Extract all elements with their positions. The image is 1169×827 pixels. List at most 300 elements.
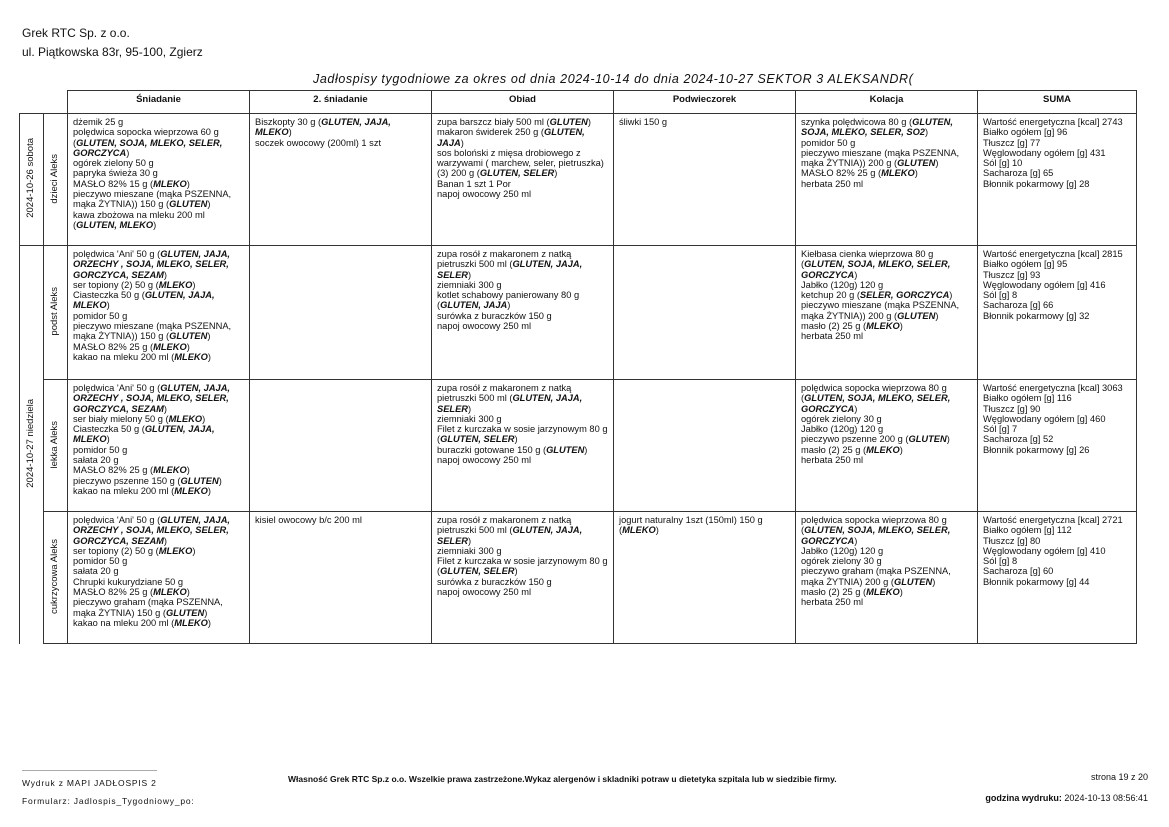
meal-line	[983, 148, 1132, 158]
meal-line	[801, 138, 973, 148]
meal-line	[801, 383, 973, 393]
meal-text: Filet z kurczaka w sosie jarzynowym 80 g	[437, 424, 608, 435]
allergen-text: GLUTEN	[546, 444, 585, 455]
page-number: strona 19 z 20	[1090, 772, 1148, 782]
meal-text: )	[207, 617, 211, 628]
meal-line	[983, 566, 1132, 576]
allergen-text: MLEKO	[866, 444, 900, 455]
meal-text: Jabłko (120g) 120 g	[801, 545, 884, 556]
meal-line	[437, 259, 609, 269]
allergen-text: SELER	[437, 535, 468, 546]
meal-text: (	[437, 300, 441, 311]
meal-line	[437, 383, 609, 393]
meal-text: ogórek zielony 30 g	[801, 413, 882, 424]
meal-text: polędwica 'Ani' 50 g (	[73, 515, 161, 525]
meal-line	[801, 158, 973, 168]
meal-line	[983, 127, 1132, 137]
meal-line	[801, 179, 973, 189]
meal-text: (	[437, 434, 441, 445]
meal-line	[801, 290, 973, 300]
meal-text: ogórek zielony 50 g	[73, 158, 154, 169]
allergen-text: GLUTEN, JAJA,	[160, 515, 231, 525]
meal-text: jogurt naturalny 1szt (150ml) 150 g	[619, 515, 763, 525]
meal-line	[983, 546, 1132, 556]
allergen-text: ORZECHY , SOJA, MLEKO, SELER,	[73, 259, 229, 270]
afternoon-snack-cell	[614, 512, 796, 644]
meal-text: )	[584, 444, 588, 455]
dinner-cell	[796, 512, 978, 644]
meal-line	[73, 189, 245, 199]
meal-line	[983, 556, 1132, 566]
allergen-text: GORCZYCA	[801, 269, 855, 280]
meal-line	[73, 536, 245, 546]
meal-line	[437, 434, 609, 444]
allergen-text: GORCZYCA	[73, 147, 127, 158]
meal-line	[801, 445, 973, 455]
meal-text: herbata 250 ml	[801, 331, 864, 342]
allergen-text: GLUTEN	[897, 158, 936, 169]
meal-line	[73, 525, 245, 535]
meal-line	[983, 280, 1132, 290]
meal-text: )	[163, 535, 168, 546]
meal-line	[73, 414, 245, 424]
meal-text: zupa barszcz biały 500 ml (	[437, 117, 550, 127]
meal-line	[73, 608, 245, 618]
meal-text: mąka ŻYTNIA)) 200 g (	[801, 310, 898, 321]
meal-text: ketchup 20 g (	[801, 290, 860, 301]
allergen-text: GLUTEN	[166, 607, 205, 618]
meal-line	[73, 404, 245, 414]
meal-line	[437, 270, 609, 280]
date-cell	[20, 114, 44, 246]
meal-text: polędwica sopocka wieprzowa 60 g	[73, 127, 219, 138]
meal-line	[983, 515, 1132, 525]
date-label: 2024-10-27 niedziela	[25, 399, 37, 488]
allergen-text: ORZECHY , SOJA, MLEKO, SELER,	[73, 525, 229, 536]
meal-text: pieczywo mieszane (mąka PSZENNA,	[801, 147, 960, 158]
meal-line	[73, 270, 245, 280]
allergen-text: MLEKO	[174, 351, 208, 362]
allergen-text: GLUTEN, MLEKO	[76, 219, 154, 230]
meal-line	[983, 300, 1132, 310]
meal-text: MASŁO 82% 25 g (	[73, 465, 154, 476]
meal-text: Sól [g] 10	[983, 158, 1023, 169]
meal-text: )	[587, 117, 591, 127]
header-breakfast: Śniadanie	[68, 91, 250, 114]
meal-line	[437, 290, 609, 300]
meal-text: )	[126, 147, 130, 158]
footer-ownership: Własność Grek RTC Sp.z o.o. Wszelkie prawa zastrzeżone.Wykaz alergenów i skladniki potraw u dietetyka szpitala lub w siedzibie firmy.	[288, 774, 837, 784]
meal-line	[437, 179, 609, 189]
allergen-text: GLUTEN, JAJA,	[144, 424, 215, 435]
sum-cell	[978, 246, 1137, 380]
meal-line	[801, 249, 973, 259]
meal-text: pomidor 50 g	[73, 444, 128, 455]
meal-line	[255, 515, 427, 525]
meal-line	[255, 138, 427, 148]
meal-text: szynka polędwicowa 80 g (	[801, 117, 913, 127]
meal-line	[437, 148, 609, 158]
meal-text: pieczywo pszenne 150 g (	[73, 475, 181, 486]
second-breakfast-cell	[250, 380, 432, 512]
meal-line	[983, 393, 1132, 403]
meal-line	[73, 455, 245, 465]
breakfast-cell	[68, 380, 250, 512]
meal-line	[73, 445, 245, 455]
allergen-text: GLUTEN	[180, 475, 219, 486]
meal-line	[73, 331, 245, 341]
meal-text: )	[514, 566, 518, 577]
meal-line	[983, 414, 1132, 424]
meal-line	[801, 434, 973, 444]
meal-line	[437, 127, 609, 137]
afternoon-snack-cell	[614, 246, 796, 380]
meal-text: MASŁO 82% 15 g (	[73, 178, 154, 189]
second-breakfast-cell	[250, 246, 432, 380]
meal-line	[801, 424, 973, 434]
meal-line	[801, 148, 973, 158]
print-time-label: godzina wydruku:	[985, 793, 1062, 803]
meal-text: Białko ogółem [g] 95	[983, 259, 1068, 270]
meal-line	[73, 556, 245, 566]
dinner-cell	[796, 114, 978, 246]
meal-text: Banan 1 szt 1 Por	[437, 178, 511, 189]
meal-line	[983, 270, 1132, 280]
allergen-text: SELER	[437, 403, 468, 414]
footer-divider	[22, 770, 157, 771]
meal-text: )	[106, 300, 110, 311]
meal-text: Białko ogółem [g] 116	[983, 393, 1072, 404]
meal-line	[437, 445, 609, 455]
meal-text: )	[207, 331, 211, 342]
lunch-cell	[432, 246, 614, 380]
meal-line	[73, 342, 245, 352]
meal-line	[801, 259, 973, 269]
meal-line	[437, 158, 609, 168]
header-sum: SUMA	[978, 91, 1137, 114]
print-time	[985, 793, 1148, 803]
meal-line	[801, 168, 973, 178]
meal-text: )	[186, 341, 190, 352]
meal-text: )	[207, 199, 211, 210]
meal-line	[983, 179, 1132, 189]
meal-text: Wartość energetyczna [kcal] 3063	[983, 383, 1123, 393]
meal-line	[983, 259, 1132, 269]
meal-text: Sacharoza [g] 60	[983, 566, 1054, 577]
meal-line	[983, 404, 1132, 414]
meal-text: polędwica 'Ani' 50 g (	[73, 383, 161, 393]
meal-text: zupa rosół z makaronem z natką	[437, 383, 572, 393]
meal-text: kakao na mleku 200 ml (	[73, 351, 175, 362]
allergen-text: MLEKO	[73, 434, 107, 445]
allergen-text: GLUTEN, SOJA, MLEKO, SELER,	[804, 525, 951, 536]
meal-text: mąka ŻYTNIA)) 200 g (	[801, 158, 898, 169]
meal-text: mąka ŻYTNIA)) 150 g (	[73, 331, 170, 342]
diet-cell	[44, 114, 68, 246]
meal-text: )	[288, 127, 292, 138]
allergen-text: GLUTEN,	[543, 127, 585, 138]
meal-text: Błonnik pokarmowy [g] 26	[983, 444, 1090, 455]
meal-line	[73, 148, 245, 158]
allergen-text: ORZECHY , SOJA, MLEKO, SELER,	[73, 393, 229, 404]
meal-text: )	[554, 168, 558, 179]
meal-line	[73, 210, 245, 220]
meal-text: kotlet schabowy panierowany 80 g	[437, 290, 580, 301]
meal-text: mąka ŻYTNIA)) 150 g (	[73, 199, 170, 210]
meal-line	[801, 556, 973, 566]
meal-line	[801, 597, 973, 607]
meal-line	[983, 249, 1132, 259]
meal-line	[983, 311, 1132, 321]
footer-left	[22, 774, 195, 810]
footer-form: Formularz: Jadlospis_Tygodniowy_po:	[22, 796, 195, 806]
allergen-text: SELER	[437, 269, 468, 280]
allergen-text: GLUTEN	[549, 117, 588, 127]
allergen-text: GORCZYCA	[801, 535, 855, 546]
meal-line	[73, 199, 245, 209]
meal-text: (3) 200 g (	[437, 168, 480, 179]
meal-line	[73, 618, 245, 628]
second-breakfast-cell	[250, 114, 432, 246]
meal-line	[437, 280, 609, 290]
meal-text: pieczywo mieszane (mąka PSZENNA,	[73, 321, 232, 332]
meal-text: kakao na mleku 200 ml (	[73, 485, 175, 496]
footer-printout: Wydruk z MAPI JADŁOSPIS 2	[22, 778, 157, 788]
document-title: Jadłospisy tygodniowe za okres od dnia 2024-10-14 do dnia 2024-10-27 SEKTOR 3 ALEKSANDR(	[313, 72, 914, 86]
meal-line	[73, 127, 245, 137]
meal-text: )	[899, 587, 903, 598]
meal-line	[437, 566, 609, 576]
meal-text: )	[468, 535, 472, 546]
afternoon-snack-cell	[614, 380, 796, 512]
diet-cell	[44, 246, 68, 380]
meal-text: Węglowodany ogółem [g] 410	[983, 545, 1106, 556]
meal-text: )	[924, 127, 929, 138]
menu-row	[20, 512, 1137, 644]
meal-line	[983, 445, 1132, 455]
meal-text: Sacharoza [g] 65	[983, 168, 1054, 179]
meal-text: surówka z buraczków 150 g	[437, 576, 552, 587]
meal-text: )	[914, 168, 918, 179]
meal-text: warzywami ( marchew, seler, pietruszka)	[437, 158, 604, 169]
meal-text: ogórek zielony 30 g	[801, 556, 882, 567]
meal-text: Ciasteczka 50 g (	[73, 424, 145, 435]
meal-line	[619, 117, 791, 127]
meal-line	[983, 138, 1132, 148]
sum-cell	[978, 380, 1137, 512]
print-time-value: 2024-10-13 08:56:41	[1064, 793, 1148, 803]
meal-text: napoj owocowy 250 ml	[437, 455, 532, 466]
lunch-cell	[432, 114, 614, 246]
lunch-cell	[432, 512, 614, 644]
meal-text: Biszkopty 30 g (	[255, 117, 322, 127]
allergen-text: MLEKO	[174, 485, 208, 496]
meal-text: Tłuszcz [g] 80	[983, 535, 1041, 546]
allergen-text: GLUTEN, JAJA,	[160, 249, 231, 259]
allergen-text: MLEKO	[174, 617, 208, 628]
meal-text: (	[73, 219, 77, 230]
meal-line	[801, 587, 973, 597]
meal-line	[73, 566, 245, 576]
meal-text: makaron świderek 250 g (	[437, 127, 544, 138]
meal-text: MASŁO 82% 25 g (	[73, 341, 154, 352]
meal-text: (	[801, 259, 805, 270]
meal-line	[73, 300, 245, 310]
meal-text: buraczki gotowane 150 g (	[437, 444, 547, 455]
meal-text: napoj owocowy 250 ml	[437, 587, 532, 598]
allergen-text: GLUTEN, JAJA,	[144, 290, 215, 301]
meal-line	[983, 117, 1132, 127]
meal-text: MASŁO 82% 25 g (	[73, 587, 154, 598]
meal-text: )	[655, 525, 659, 536]
afternoon-snack-cell	[614, 114, 796, 246]
meal-line	[73, 486, 245, 496]
meal-text: herbata 250 ml	[801, 178, 864, 189]
meal-text: )	[153, 219, 157, 230]
meal-text: Błonnik pokarmowy [g] 44	[983, 576, 1090, 587]
meal-text: mąka ŻYTNIA) 150 g (	[73, 607, 166, 618]
company-address: ul. Piątkowska 83r, 95-100, Zgierz	[22, 45, 203, 59]
meal-text: sałata 20 g	[73, 455, 119, 466]
menu-row	[20, 246, 1137, 380]
meal-line	[619, 525, 791, 535]
allergen-text: GLUTEN	[908, 434, 947, 445]
meal-line	[801, 270, 973, 280]
header-lunch: Obiad	[432, 91, 614, 114]
meal-line	[437, 525, 609, 535]
meal-line	[437, 587, 609, 597]
meal-text: zupa rosół z makaronem z natką	[437, 515, 572, 525]
meal-text: kisiel owocowy b/c 200 ml	[255, 515, 362, 525]
meal-text: )	[507, 300, 511, 311]
meal-text: Tłuszcz [g] 93	[983, 269, 1041, 280]
header-blank-date	[20, 91, 44, 114]
meal-text: )	[468, 403, 472, 414]
meal-line	[801, 577, 973, 587]
meal-text: Tłuszcz [g] 90	[983, 403, 1041, 414]
meal-text: pietruszki 500 ml (	[437, 525, 513, 536]
meal-line	[73, 476, 245, 486]
diet-label: dzieci Aleks	[49, 153, 61, 204]
meal-line	[73, 117, 245, 127]
meal-line	[983, 424, 1132, 434]
meal-text: )	[899, 321, 903, 332]
meal-line	[801, 331, 973, 341]
meal-line	[437, 311, 609, 321]
menu-row	[20, 114, 1137, 246]
meal-text: )	[186, 178, 190, 189]
date-label: 2024-10-26 sobota	[25, 138, 37, 219]
meal-line	[619, 515, 791, 525]
allergen-text: GLUTEN, JAJA,	[512, 393, 583, 404]
meal-text: Wartość energetyczna [kcal] 2815	[983, 249, 1123, 259]
allergen-text: MLEKO	[168, 413, 203, 424]
meal-line	[801, 536, 973, 546]
meal-line	[73, 546, 245, 556]
meal-text: pieczywo pszenne 200 g (	[801, 434, 909, 445]
diet-cell	[44, 380, 68, 512]
meal-text: Wartość energetyczna [kcal] 2721	[983, 515, 1123, 525]
meal-text: sałata 20 g	[73, 566, 119, 577]
allergen-text: GLUTEN, JAJA, MLEKO	[255, 117, 391, 138]
diet-label: lekka Aleks	[49, 420, 61, 469]
date-cell	[20, 246, 44, 644]
second-breakfast-cell	[250, 512, 432, 644]
meal-line	[437, 321, 609, 331]
meal-text: Białko ogółem [g] 112	[983, 525, 1072, 536]
meal-line	[801, 280, 973, 290]
meal-text: )	[899, 444, 903, 455]
meal-line	[73, 321, 245, 331]
allergen-text: MLEKO	[153, 587, 187, 598]
allergen-text: MLEKO	[881, 168, 915, 179]
meal-text: )	[207, 485, 211, 496]
meal-text: )	[854, 403, 858, 414]
breakfast-cell	[68, 246, 250, 380]
menu-row	[20, 380, 1137, 512]
meal-text: )	[207, 351, 211, 362]
allergen-text: GLUTEN, JAJA,	[160, 383, 231, 393]
meal-line	[983, 383, 1132, 393]
meal-line	[73, 393, 245, 403]
meal-text: masło (2) 25 g (	[801, 587, 867, 598]
meal-text: )	[946, 434, 950, 445]
meal-line	[73, 587, 245, 597]
meal-line	[73, 259, 245, 269]
meal-line	[437, 404, 609, 414]
meal-line	[73, 383, 245, 393]
meal-text: Sacharoza [g] 66	[983, 300, 1054, 311]
allergen-text: GLUTEN	[897, 310, 936, 321]
meal-text: )	[460, 137, 464, 148]
meal-line	[437, 536, 609, 546]
meal-line	[983, 577, 1132, 587]
meal-line	[73, 280, 245, 290]
meal-line	[801, 455, 973, 465]
diet-label: cukrzycowa Aleks	[49, 538, 61, 614]
meal-line	[801, 321, 973, 331]
meal-line	[801, 525, 973, 535]
meal-line	[437, 168, 609, 178]
meal-line	[983, 525, 1132, 535]
meal-text: masło (2) 25 g (	[801, 444, 867, 455]
meal-text: )	[935, 310, 939, 321]
meal-text: polędwica sopocka wieprzowa 80 g	[801, 515, 947, 525]
meal-text: masło (2) 25 g (	[801, 321, 867, 332]
meal-line	[437, 424, 609, 434]
meal-line	[801, 300, 973, 310]
meal-text: )	[186, 587, 190, 598]
meal-line	[437, 414, 609, 424]
meal-line	[983, 434, 1132, 444]
meal-text: śliwki 150 g	[619, 117, 668, 127]
meal-text: )	[163, 269, 168, 280]
meal-line	[801, 311, 973, 321]
sum-cell	[978, 114, 1137, 246]
allergen-text: MLEKO	[158, 279, 193, 290]
allergen-text: MLEKO	[158, 545, 193, 556]
allergen-text: GLUTEN, SELER	[440, 566, 515, 577]
allergen-text: GLUTEN, JAJA,	[512, 259, 583, 270]
breakfast-cell	[68, 114, 250, 246]
meal-text: Węglowodany ogółem [g] 431	[983, 147, 1106, 158]
meal-text: Sól [g] 8	[983, 290, 1018, 301]
weekly-menu-table	[19, 90, 1137, 644]
meal-text: pomidor 50 g	[73, 556, 128, 567]
meal-line	[73, 311, 245, 321]
dinner-cell	[796, 246, 978, 380]
meal-text: zupa rosół z makaronem z natką	[437, 249, 572, 259]
